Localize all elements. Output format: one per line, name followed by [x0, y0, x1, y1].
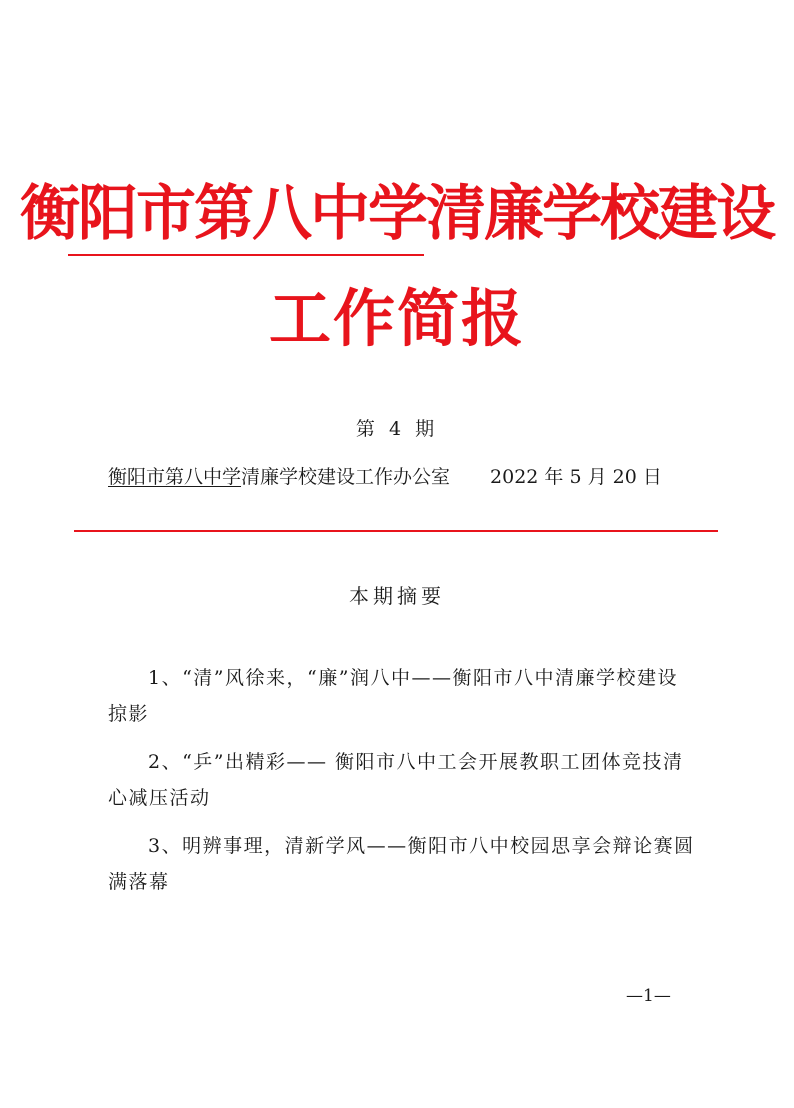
bulletin-title-line-1: 衡阳市第八中学清廉学校建设 — [20, 179, 774, 249]
issuer-name — [108, 466, 450, 488]
abstract-item-2: 2、“乒”出精彩—— 衡阳市八中工会开展教职工团体竞技清心减压活动 — [108, 751, 684, 809]
issuer-name-underlined: 衡阳市第八中学 — [108, 466, 242, 488]
issue-number: 第 4 期 — [355, 418, 439, 440]
bulletin-title-line-2: 工作简报 — [268, 282, 525, 355]
issuer-line — [108, 460, 683, 494]
abstract-item-1: 1、“清”风徐来，“廉”润八中——衡阳市八中清廉学校建设掠影 — [108, 667, 678, 725]
header-divider — [74, 530, 718, 532]
abstract-item-3: 3、明辨事理，清新学风——衡阳市八中校园思享会辩论赛圆满落幕 — [108, 835, 695, 893]
abstract-heading: 本期摘要 — [349, 584, 445, 608]
issue-date: 2022 年 5 月 20 日 — [490, 466, 662, 488]
title-underline — [68, 254, 424, 256]
abstract-list — [108, 660, 698, 912]
issuer-name-rest: 清廉学校建设工作办公室 — [241, 466, 451, 488]
page-number: —1— — [626, 986, 671, 1006]
